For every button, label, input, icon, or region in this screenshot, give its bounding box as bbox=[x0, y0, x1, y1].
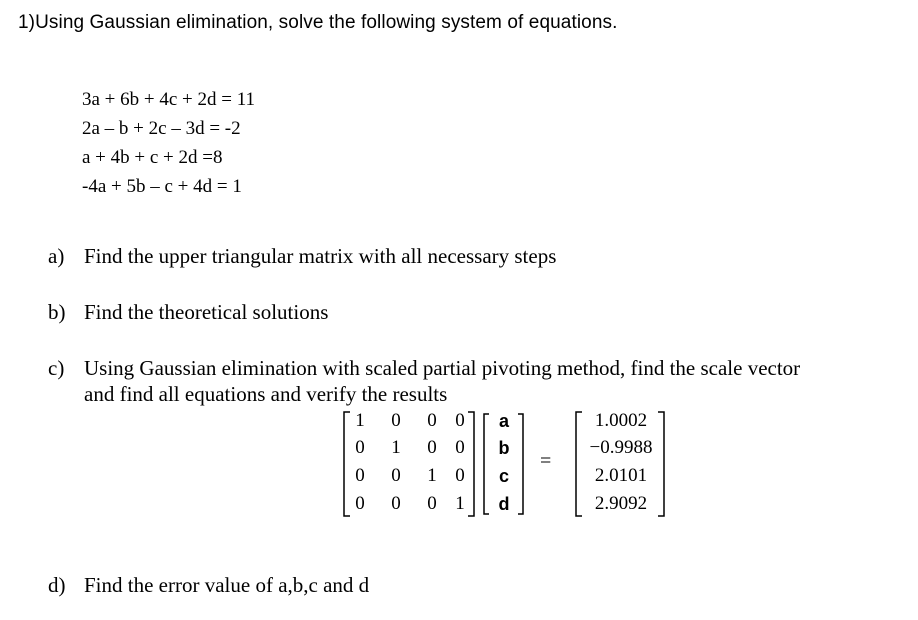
part-d-text: Find the error value of a,b,c and d bbox=[84, 573, 370, 597]
matrix-cell: 0 bbox=[355, 437, 365, 458]
variable-b: b bbox=[498, 438, 510, 458]
equation-3: a + 4b + c + 2d =8 bbox=[82, 147, 223, 168]
equation-system bbox=[82, 88, 255, 204]
matrix-cell: 0 bbox=[427, 437, 437, 458]
equals-sign: = bbox=[540, 450, 552, 472]
part-c-label: c) bbox=[48, 356, 65, 380]
equation-4: -4a + 5b – c + 4d = 1 bbox=[82, 176, 242, 197]
result-value: −0.9988 bbox=[589, 437, 653, 458]
matrix-cell: 0 bbox=[427, 410, 437, 431]
question-heading: 1)Using Gaussian elimination, solve the following system of equations. bbox=[18, 12, 618, 33]
matrix-equation bbox=[340, 410, 700, 520]
equation-1: 3a + 6b + 4c + 2d = 11 bbox=[82, 89, 256, 110]
result-value: 2.9092 bbox=[594, 493, 648, 514]
part-b-text: Find the theoretical solutions bbox=[84, 300, 329, 324]
result-value: 2.0101 bbox=[594, 465, 648, 486]
variable-d: d bbox=[498, 494, 510, 514]
matrix-cell: 1 bbox=[455, 493, 465, 514]
matrix-cell: 0 bbox=[455, 465, 465, 486]
matrix-cell: 0 bbox=[427, 493, 437, 514]
part-a-text: Find the upper triangular matrix with all necessary steps bbox=[84, 244, 557, 268]
matrix-cell: 1 bbox=[391, 437, 401, 458]
matrix-cell: 0 bbox=[391, 410, 401, 431]
matrix-cell: 1 bbox=[355, 410, 365, 431]
variable-a: a bbox=[498, 411, 509, 431]
part-c-text-line-2: and find all equations and verify the results bbox=[84, 382, 448, 406]
variable-c: c bbox=[498, 466, 509, 486]
matrix-cell: 0 bbox=[355, 493, 365, 514]
part-b-label: b) bbox=[48, 300, 66, 324]
result-value: 1.0002 bbox=[594, 410, 648, 431]
matrix-cell: 1 bbox=[427, 465, 437, 486]
matrix-cell: 0 bbox=[391, 465, 401, 486]
part-c-text-line-1: Using Gaussian elimination with scaled partial pivoting method, find the scale vector bbox=[84, 356, 801, 380]
equation-2: 2a – b + 2c – 3d = -2 bbox=[82, 118, 241, 139]
matrix-cell: 0 bbox=[391, 493, 401, 514]
part-a-label: a) bbox=[48, 244, 65, 268]
matrix-cell: 0 bbox=[455, 437, 465, 458]
part-d-label: d) bbox=[48, 573, 66, 597]
matrix-cell: 0 bbox=[455, 410, 465, 431]
matrix-cell: 0 bbox=[355, 465, 365, 486]
